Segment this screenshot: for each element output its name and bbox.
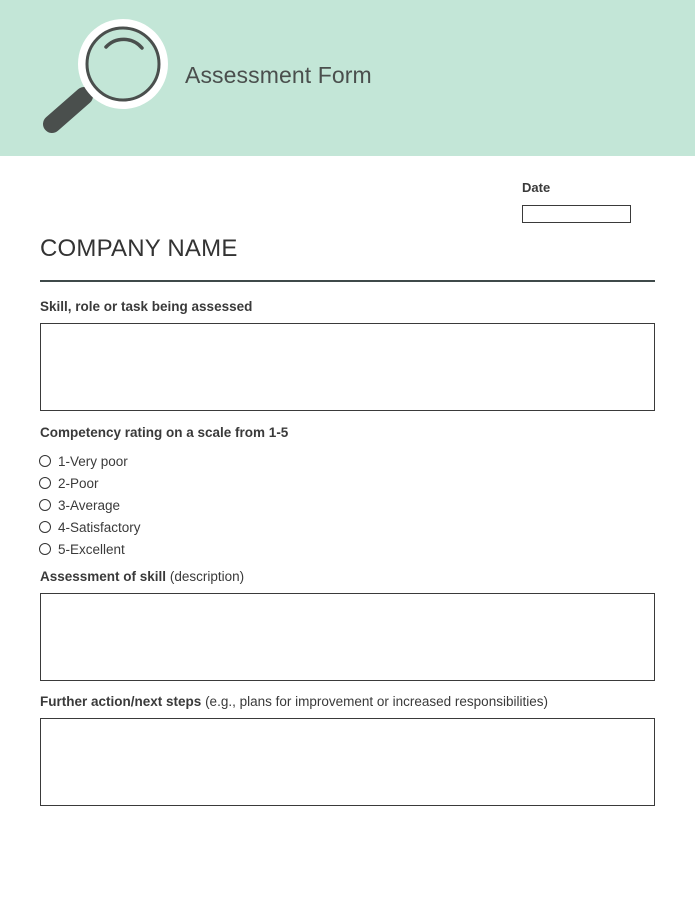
rating-options: [39, 450, 141, 560]
rating-option-2[interactable]: [39, 472, 141, 494]
assessment-label-note: (description): [169, 569, 245, 584]
radio-button[interactable]: [39, 499, 51, 511]
assessment-label-text: Assessment of skill: [40, 569, 167, 584]
rating-option-4[interactable]: [39, 516, 141, 538]
radio-button[interactable]: [39, 543, 51, 555]
assessment-textbox[interactable]: [40, 593, 655, 681]
radio-button[interactable]: [39, 521, 51, 533]
magnifying-glass-icon: [40, 18, 170, 138]
rating-option-5[interactable]: [39, 538, 141, 560]
further-action-label-text: Further action/next steps: [40, 694, 202, 709]
rating-option-label: 2-Poor: [58, 475, 99, 491]
rating-option-3[interactable]: [39, 494, 141, 516]
rating-option-label: 3-Average: [58, 497, 121, 513]
date-input[interactable]: [522, 205, 631, 223]
rating-option-1[interactable]: [39, 450, 141, 472]
date-label: Date: [522, 180, 551, 195]
skill-label-text: Skill, role or task being assessed: [40, 299, 253, 314]
radio-button[interactable]: [39, 455, 51, 467]
header-banner: [0, 0, 695, 156]
further-action-textbox[interactable]: [40, 718, 655, 806]
assessment-label: [40, 569, 244, 584]
rating-option-label: 4-Satisfactory: [58, 519, 141, 535]
rating-option-label: 5-Excellent: [58, 541, 125, 557]
company-name: COMPANY NAME: [40, 235, 238, 262]
form-title: Assessment Form: [185, 62, 372, 88]
rating-label-text: Competency rating on a scale from 1-5: [40, 425, 289, 440]
skill-textbox[interactable]: [40, 323, 655, 411]
further-action-label-note: (e.g., plans for improvement or increased responsibilities): [205, 694, 548, 709]
further-action-label: [40, 694, 548, 709]
rating-label: [40, 425, 288, 440]
skill-label: [40, 299, 252, 314]
radio-button[interactable]: [39, 477, 51, 489]
header-divider: [40, 280, 655, 282]
rating-option-label: 1-Very poor: [58, 453, 128, 469]
